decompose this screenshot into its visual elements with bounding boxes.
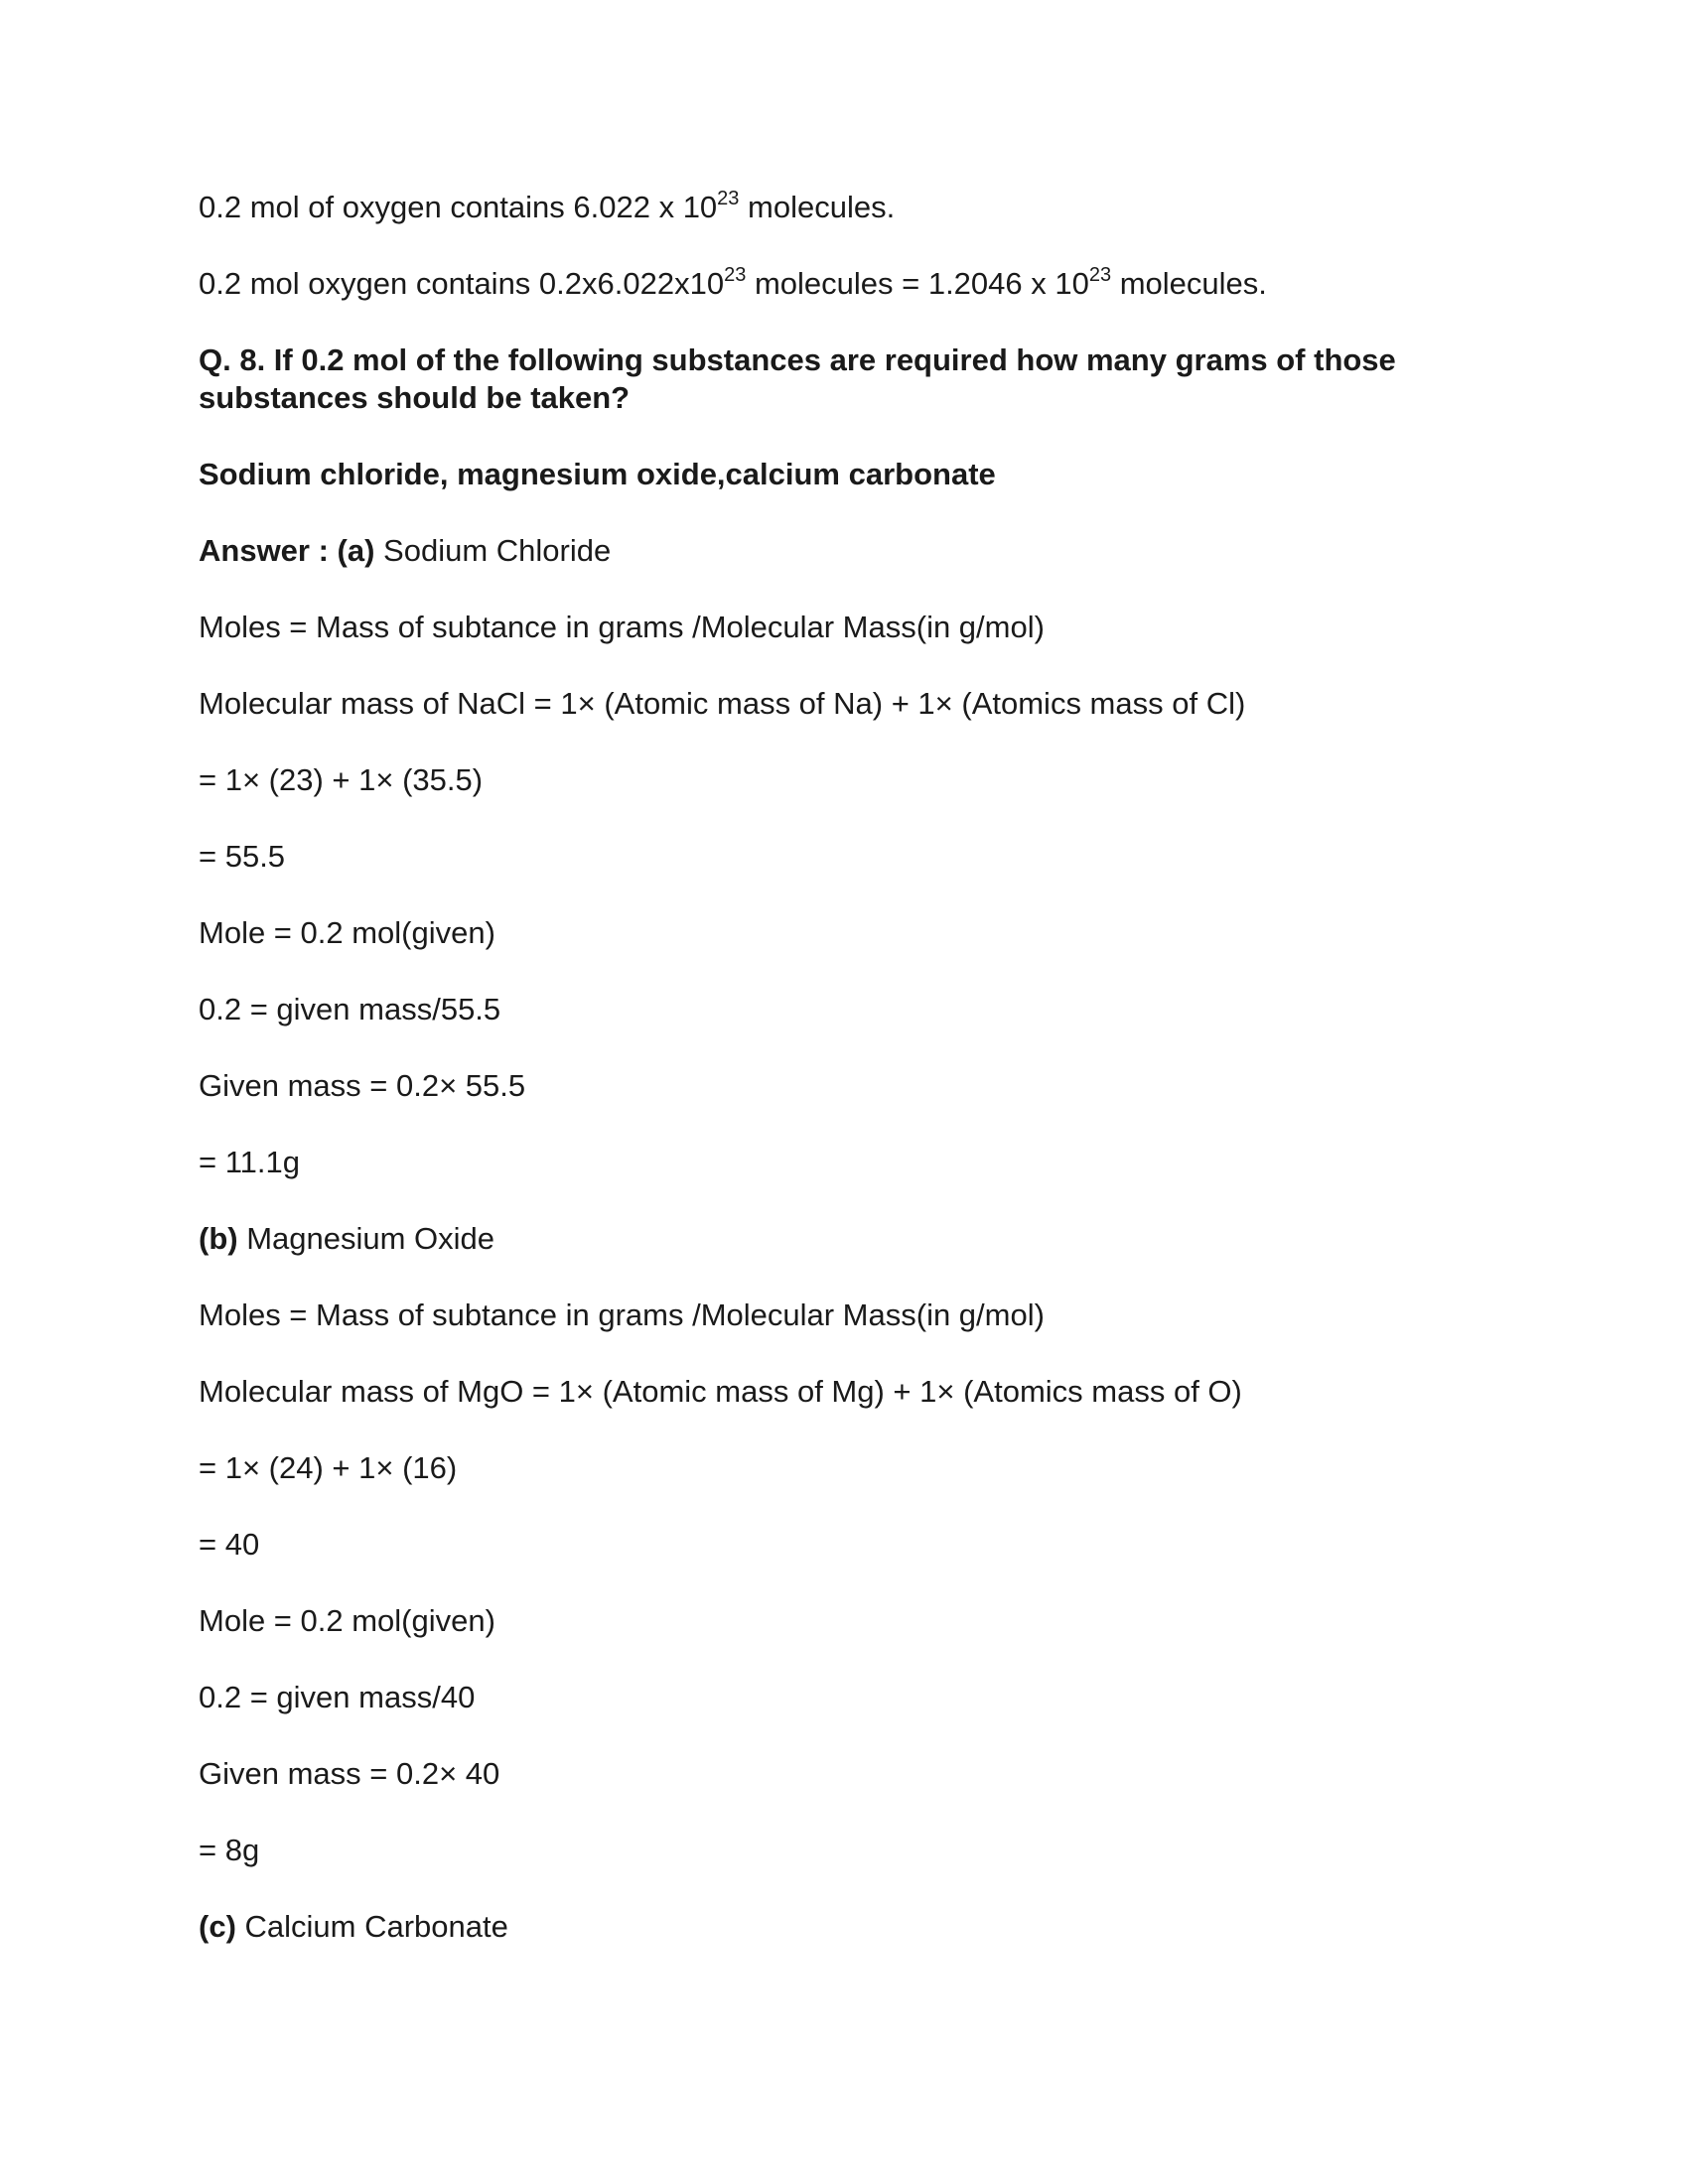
answer-label: Answer : (a) xyxy=(199,533,375,568)
text-segment: molecules. xyxy=(1111,266,1267,301)
calc-line: Moles = Mass of subtance in grams /Molecular Mass(in g/mol) xyxy=(199,610,1045,644)
superscript: 23 xyxy=(1088,263,1112,286)
calc-line: = 11.1g xyxy=(199,1145,300,1179)
text-segment: 0.2 mol of oxygen contains 6.022 x 10 xyxy=(199,190,718,224)
calc-line: Molecular mass of NaCl = 1× (Atomic mass of Na) + 1× (Atomics mass of Cl) xyxy=(199,686,1246,721)
calc-line: = 8g xyxy=(199,1833,260,1867)
calc-line: 0.2 = given mass/40 xyxy=(199,1680,476,1714)
oxygen-molecules-line-2 xyxy=(199,265,1529,303)
calc-line: Molecular mass of MgO = 1× (Atomic mass of Mg) + 1× (Atomics mass of O) xyxy=(199,1374,1242,1409)
calc-line: 0.2 = given mass/55.5 xyxy=(199,992,501,1026)
part-b-label: (b) xyxy=(199,1221,238,1256)
calc-line: Given mass = 0.2× 55.5 xyxy=(199,1068,526,1103)
document-page xyxy=(199,189,1529,1984)
calc-line: = 1× (24) + 1× (16) xyxy=(199,1450,458,1485)
text-segment: molecules = 1.2046 x 10 xyxy=(746,266,1089,301)
calc-line: Given mass = 0.2× 40 xyxy=(199,1756,500,1791)
part-c-label: (c) xyxy=(199,1909,236,1944)
text-segment: molecules. xyxy=(739,190,896,224)
answer-part-b-heading xyxy=(199,1220,1529,1258)
answer-part-a-heading xyxy=(199,532,1529,570)
question-8-heading: Q. 8. If 0.2 mol of the following substances are required how many grams of those substances should be taken? xyxy=(199,342,1396,415)
answer-part-c-heading xyxy=(199,1908,1529,1946)
part-a-title: Sodium Chloride xyxy=(374,533,612,568)
calc-line: Mole = 0.2 mol(given) xyxy=(199,1603,495,1638)
calc-line: Mole = 0.2 mol(given) xyxy=(199,915,495,950)
superscript: 23 xyxy=(717,187,740,209)
calc-line: Moles = Mass of subtance in grams /Molecular Mass(in g/mol) xyxy=(199,1297,1045,1332)
superscript: 23 xyxy=(724,263,747,286)
calc-line: = 40 xyxy=(199,1527,260,1562)
part-c-title: Calcium Carbonate xyxy=(235,1909,508,1944)
calc-line: = 1× (23) + 1× (35.5) xyxy=(199,762,484,797)
oxygen-molecules-line-1 xyxy=(199,189,1529,226)
text-segment: 0.2 mol oxygen contains 0.2x6.022x10 xyxy=(199,266,725,301)
calc-line: = 55.5 xyxy=(199,839,286,874)
part-b-title: Magnesium Oxide xyxy=(237,1221,495,1256)
question-substances: Sodium chloride, magnesium oxide,calcium carbonate xyxy=(199,457,996,491)
